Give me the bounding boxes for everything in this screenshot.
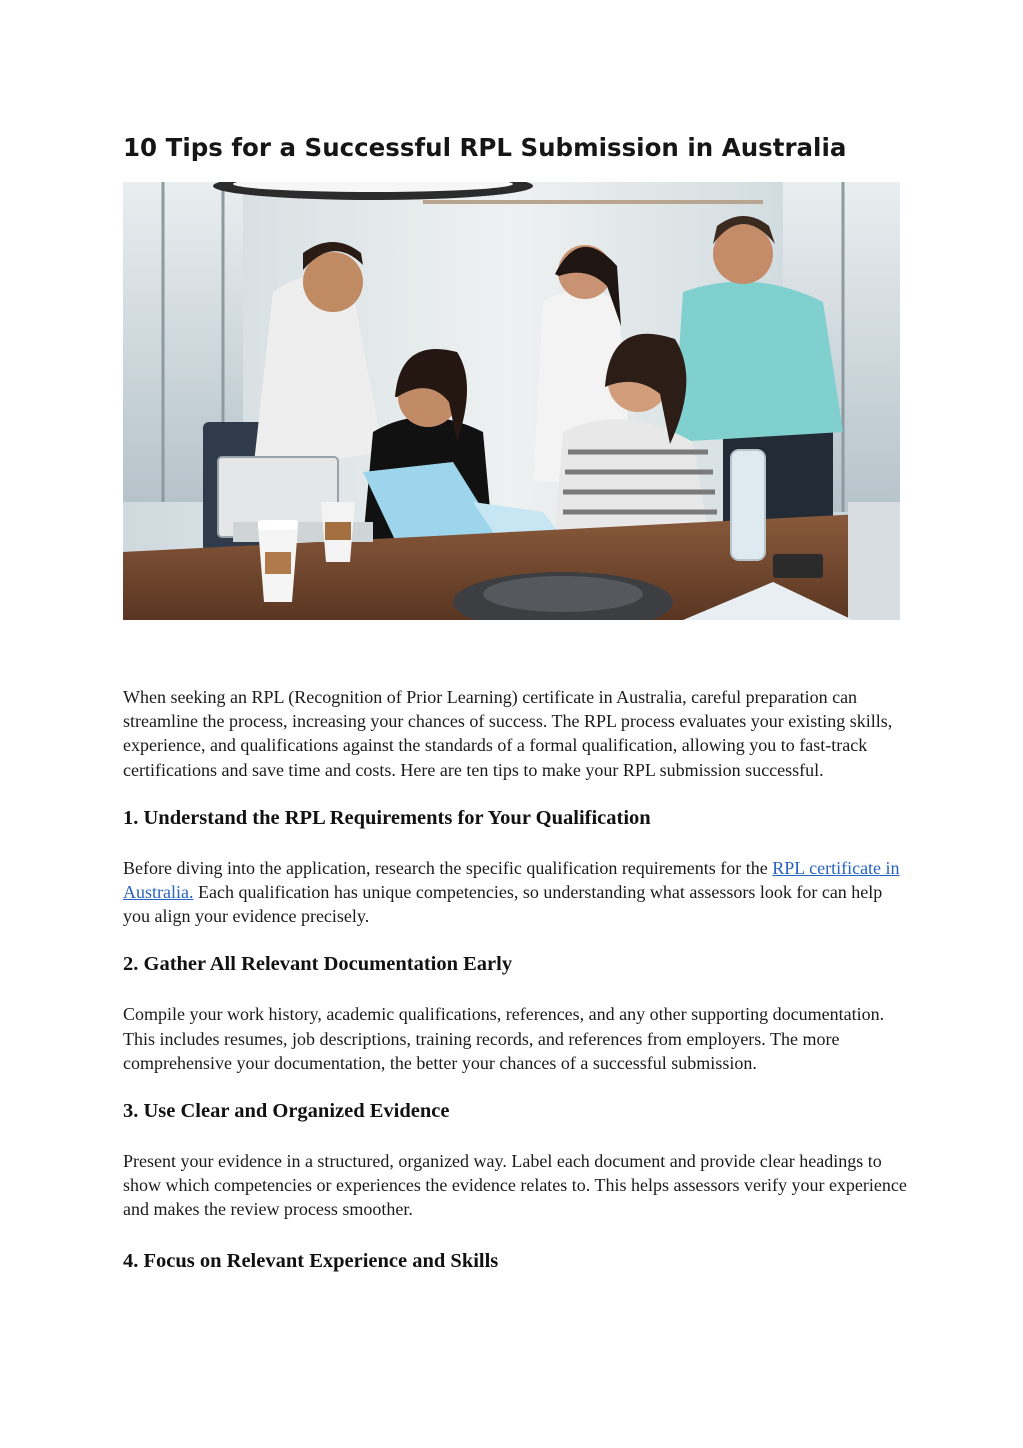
section-4-heading: 4. Focus on Relevant Experience and Skills xyxy=(123,1249,499,1272)
section-3-heading: 3. Use Clear and Organized Evidence xyxy=(123,1100,450,1123)
hero-photo xyxy=(123,182,900,620)
rpl-certificate-link[interactable]: RPL certificate in Australia. xyxy=(123,857,900,903)
section-1-text-end: Each qualification has unique competencies, so understanding what assessors look for can help you align your evidence precisely. xyxy=(123,882,883,927)
section-2-paragraph: Compile your work history, academic qualifications, references, and any other supporting documentation. This includes resumes, job descriptions, training records, and references from employers. The more comprehensive your documentation, the better your chances of a successful submission. xyxy=(123,1004,885,1073)
section-1-text-start: Before diving into the application, research the specific qualification requirements for the xyxy=(123,857,773,878)
intro-paragraph: When seeking an RPL (Recognition of Prior Learning) certificate in Australia, careful preparation can streamline the process, increasing your chances of success. The RPL process evaluates your existing skills, experience, and qualifications against the standards of a formal qualification, allowing you to fast-track certifications and save time and costs. Here are ten tips to make your RPL submission successful. xyxy=(123,687,893,780)
section-1-heading: 1. Understand the RPL Requirements for Your Qualification xyxy=(123,806,651,829)
section-3-paragraph: Present your evidence in a structured, organized way. Label each document and provide clear headings to show which competencies or experiences the evidence relates to. This helps assessors verify your experience and makes the review process smoother. xyxy=(123,1151,907,1220)
section-2-heading: 2. Gather All Relevant Documentation Early xyxy=(123,953,513,976)
article-body xyxy=(123,685,908,1274)
section-1-paragraph xyxy=(123,856,908,929)
page-title: 10 Tips for a Successful RPL Submission in Australia xyxy=(123,133,847,162)
